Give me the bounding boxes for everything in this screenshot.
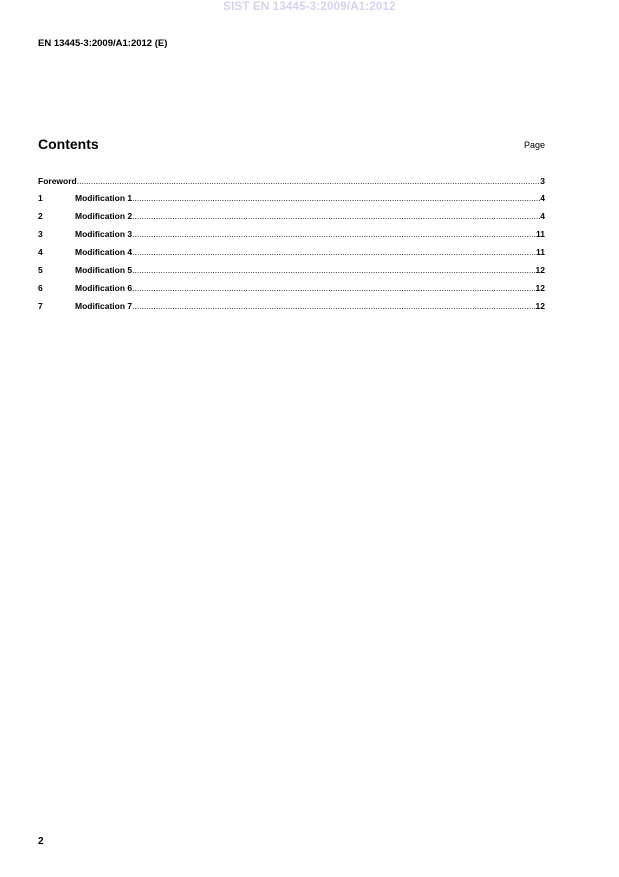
- dot-leader: [132, 193, 540, 203]
- dot-leader: [132, 229, 536, 239]
- table-of-contents: [38, 176, 545, 319]
- toc-entry-number: 1: [38, 193, 43, 203]
- toc-entry-title: Modification 7: [75, 301, 133, 311]
- toc-entry-page: 12: [535, 283, 545, 293]
- toc-entry-number: 7: [38, 301, 43, 311]
- toc-entry-title: Modification 5: [75, 265, 133, 275]
- page-number: 2: [38, 836, 44, 847]
- toc-entry-4[interactable]: [38, 247, 545, 265]
- toc-entry-7[interactable]: [38, 301, 545, 319]
- contents-heading: Contents: [38, 136, 99, 152]
- dot-leader: [132, 247, 536, 257]
- toc-entry-number: 4: [38, 247, 43, 257]
- toc-entry-page: 3: [540, 176, 545, 186]
- toc-entry-3[interactable]: [38, 229, 545, 247]
- toc-entry-foreword[interactable]: [38, 176, 545, 193]
- dot-leader: [77, 176, 541, 186]
- dot-leader: [132, 265, 535, 275]
- toc-entry-1[interactable]: [38, 193, 545, 211]
- page-column-label: Page: [523, 140, 545, 150]
- toc-entry-6[interactable]: [38, 283, 545, 301]
- toc-entry-number: 3: [38, 229, 43, 239]
- toc-entry-page: 4: [540, 193, 545, 203]
- toc-entry-page: 12: [535, 265, 545, 275]
- toc-entry-2[interactable]: [38, 211, 545, 229]
- toc-entry-page: 11: [536, 247, 545, 257]
- toc-entry-5[interactable]: [38, 265, 545, 283]
- toc-entry-title: Modification 2: [75, 211, 133, 221]
- toc-entry-page: 4: [540, 211, 545, 221]
- toc-entry-title: Modification 4: [75, 247, 133, 257]
- document-id: EN 13445-3:2009/A1:2012 (E): [38, 38, 168, 49]
- dot-leader: [132, 283, 535, 293]
- toc-entry-number: 5: [38, 265, 43, 275]
- dot-leader: [132, 301, 535, 311]
- toc-entry-number: 2: [38, 211, 43, 221]
- toc-entry-number: 6: [38, 283, 43, 293]
- toc-entry-title: Foreword: [38, 176, 77, 186]
- dot-leader: [132, 211, 540, 221]
- toc-entry-page: 12: [535, 301, 545, 311]
- toc-entry-title: Modification 3: [75, 229, 133, 239]
- watermark: SIST EN 13445-3:2009/A1:2012: [223, 1, 396, 13]
- toc-entry-title: Modification 6: [75, 283, 133, 293]
- toc-entry-title: Modification 1: [75, 193, 133, 203]
- toc-entry-page: 11: [536, 229, 545, 239]
